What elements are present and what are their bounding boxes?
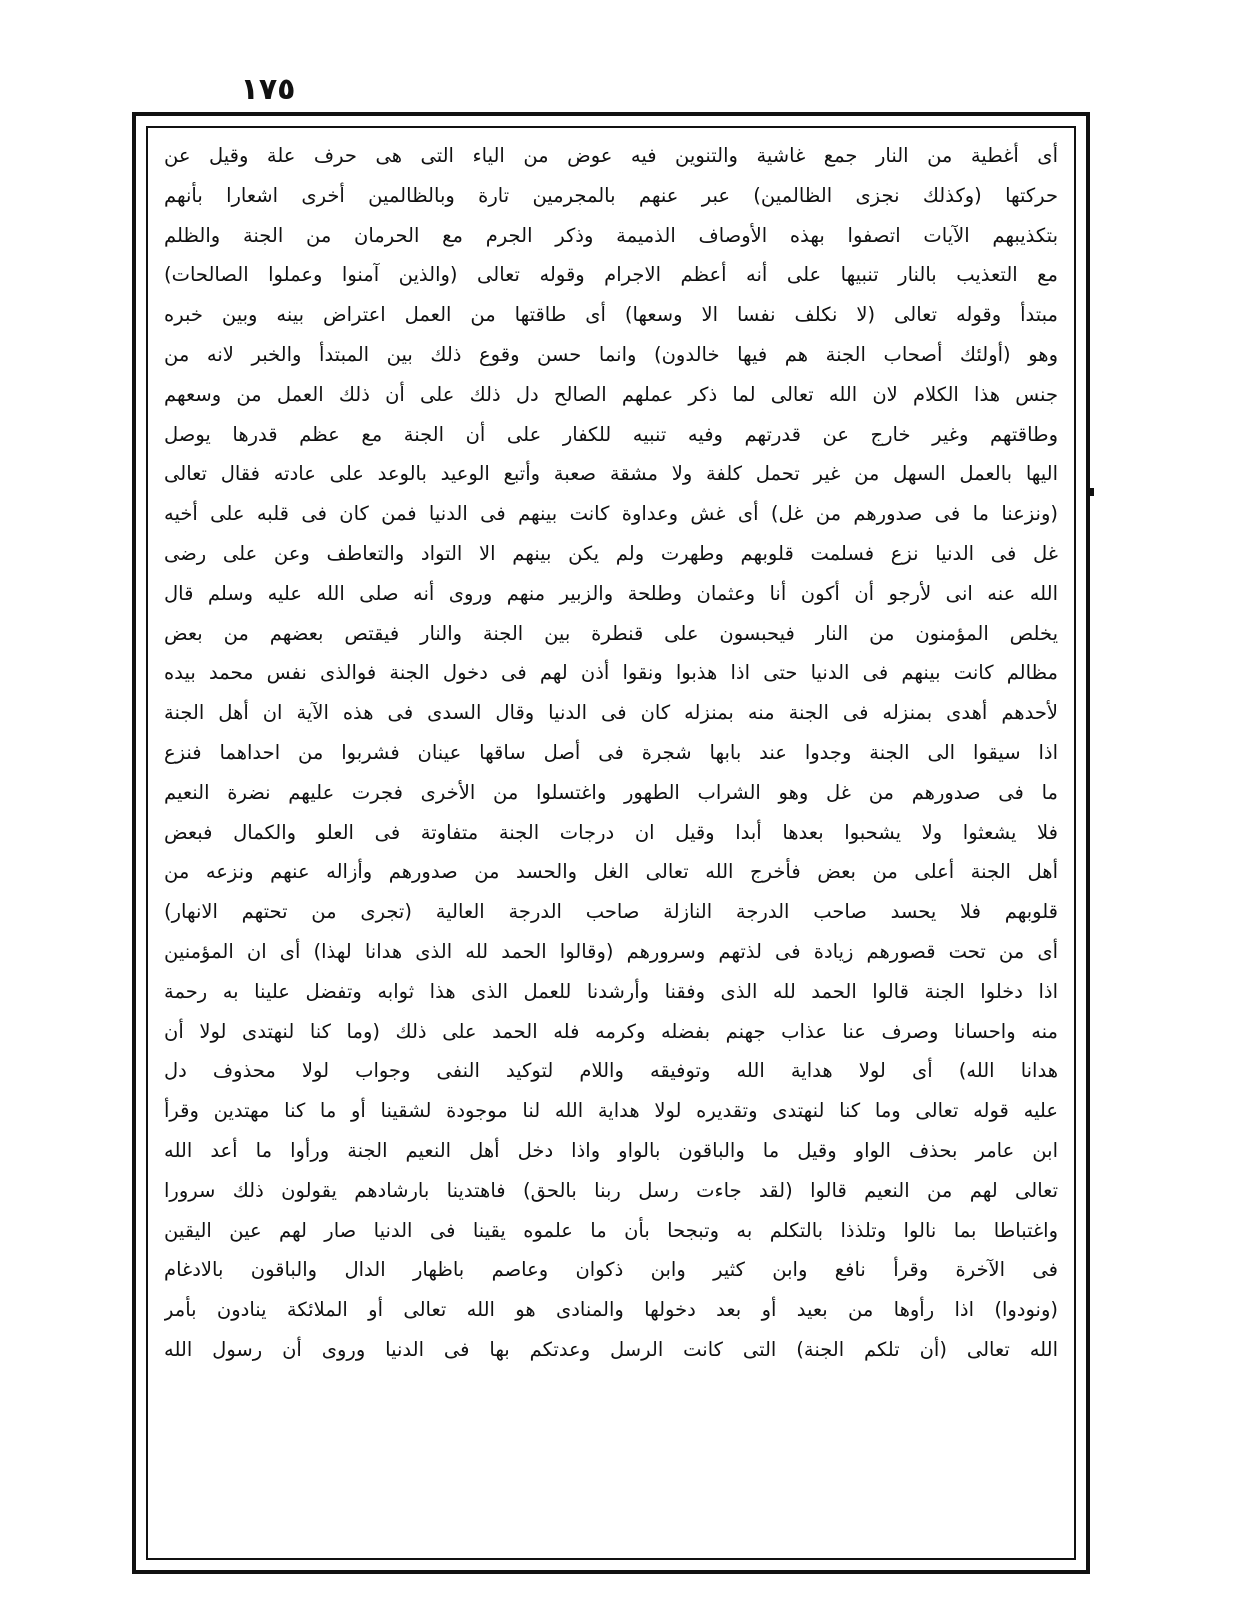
text-line: الله تعالى (أن تلكم الجنة) التى كانت الرسل وعدتكم بها فى الدنيا وروى أن رسول الله bbox=[164, 1337, 1058, 1361]
text-line: ما فى صدورهم من غل وهو الشراب الطهور واغتسلوا من الأخرى فجرت عليهم نضرة النعيم bbox=[164, 780, 1058, 804]
text-line: أهل الجنة أعلى من بعض فأخرج الله تعالى الغل والحسد من صدورهم وأزاله عنهم ونزعه من bbox=[164, 860, 1058, 884]
text-line: ابن عامر بحذف الواو وقيل ما والباقون بالواو واذا دخل أهل النعيم الجنة ورأوا ما أعد الله bbox=[164, 1138, 1058, 1162]
text-line: وهو (أولئك أصحاب الجنة هم فيها خالدون) وانما حسن وقوع ذلك بين المبتدأ والخبر لانه من bbox=[164, 342, 1058, 366]
text-line: اذا سيقوا الى الجنة وجدوا عند بابها شجرة فى أصل ساقها عينان فشربوا من احداهما فنزع bbox=[164, 740, 1058, 764]
text-line: يخلص المؤمنون من النار فيحبسون على قنطرة بين الجنة والنار فيقتص بعضهم من بعض bbox=[164, 621, 1058, 645]
text-line: مظالم كانت بينهم فى الدنيا حتى اذا هذبوا ونقوا أذن لهم فى دخول الجنة فوالذى نفس محمد بيده bbox=[164, 661, 1058, 685]
text-line: هدانا الله) أى لولا هداية الله وتوفيقه واللام لتوكيد النفى وجواب لولا محذوف دل bbox=[164, 1059, 1058, 1083]
text-line: اذا دخلوا الجنة قالوا الحمد لله الذى وفقنا وأرشدنا للعمل الذى هذا ثوابه وتفضل علينا به رحمة bbox=[164, 979, 1058, 1003]
text-line: فلا يشعثوا ولا يشحبوا بعدها أبدا وقيل ان درجات الجنة متفاوتة فى العلو والكمال فبعض bbox=[164, 820, 1058, 844]
text-line: فى الآخرة وقرأ نافع وابن كثير وابن ذكوان وعاصم باظهار الدال والباقون بالادغام bbox=[164, 1258, 1058, 1282]
text-line: مع التعذيب بالنار تنبيها على أنه أعظم الاجرام وقوله تعالى (والذين آمنوا وعملوا الصالحات) bbox=[164, 263, 1058, 287]
margin-mark bbox=[1090, 488, 1094, 496]
text-line: حركتها (وكذلك نجزى الظالمين) عبر عنهم بالمجرمين تارة وبالظالمين أخرى اشعارا بأنهم bbox=[164, 183, 1058, 207]
body-text bbox=[164, 136, 1058, 1410]
text-line: (ونودوا) اذا رأوها من بعيد أو بعد دخولها والمنادى هو الله تعالى أو الملائكة ينادون بأمر bbox=[164, 1298, 1058, 1322]
text-line: لأحدهم أهدى بمنزله فى الجنة منه بمنزله كان فى الدنيا وقال السدى فى هذه الآية ان أهل الجنة bbox=[164, 701, 1058, 725]
text-line: (ونزعنا ما فى صدورهم من غل) أى غش وعداوة كانت بينهم فى الدنيا فمن كان فى قلبه على أخيه bbox=[164, 502, 1058, 526]
page-number: ١٧٥ bbox=[240, 72, 296, 107]
text-line: عليه قوله تعالى وما كنا لنهتدى وتقديره لولا هداية الله لنا موجودة لشقينا أو ما كنا مهتدين وقرأ bbox=[164, 1099, 1058, 1123]
text-line: جنس هذا الكلام لان الله تعالى لما ذكر عملهم الصالح دل ذلك على أن ذلك العمل من وسعهم bbox=[164, 382, 1058, 406]
text-line: وطاقتهم وغير خارج عن قدرتهم وفيه تنبيه للكفار على أن الجنة مع عظم قدرها يوصل bbox=[164, 422, 1058, 446]
text-line: غل فى الدنيا نزع فسلمت قلوبهم وطهرت ولم يكن بينهم الا التواد والتعاطف وعن على رضى bbox=[164, 541, 1058, 565]
text-line: مبتدأ وقوله تعالى (لا نكلف نفسا الا وسعها) أى طاقتها من العمل اعتراض بينه وبين خبره bbox=[164, 303, 1058, 327]
text-line: قلوبهم فلا يحسد صاحب الدرجة النازلة صاحب الدرجة العالية (تجرى من تحتهم الانهار) bbox=[164, 900, 1058, 924]
text-line: بتكذيبهم الآيات اتصفوا بهذه الأوصاف الذميمة وذكر الجرم مع الحرمان من الجنة والظلم bbox=[164, 223, 1058, 247]
text-line: أى أغطية من النار جمع غاشية والتنوين فيه عوض من الياء التى هى حرف علة وقيل عن bbox=[164, 144, 1058, 167]
text-line: الله عنه انى لأرجو أن أكون أنا وعثمان وطلحة والزبير منهم وروى أنه صلى الله عليه وسلم قال bbox=[164, 581, 1058, 605]
text-line: واغتباطا بما نالوا وتلذذا بالتكلم به وتبجحا بأن ما علموه يقينا فى الدنيا صار لهم عين اليقين bbox=[164, 1218, 1058, 1242]
text-line: أى من تحت قصورهم زيادة فى لذتهم وسرورهم (وقالوا الحمد لله الذى هدانا لهذا) أى ان المؤمنين bbox=[164, 939, 1058, 963]
page-border-inner bbox=[146, 126, 1076, 1560]
text-line bbox=[164, 1370, 1058, 1410]
page-border-outer bbox=[132, 112, 1090, 1574]
text-line: منه واحسانا وصرف عنا عذاب جهنم بفضله وكرمه فله الحمد على ذلك (وما كنا لنهتدى لولا أن bbox=[164, 1019, 1058, 1043]
text-line: تعالى لهم من النعيم قالوا (لقد جاءت رسل ربنا بالحق) فاهتدينا بارشادهم يقولون ذلك سرورا bbox=[164, 1178, 1058, 1202]
text-line: اليها بالعمل السهل من غير تحمل كلفة ولا مشقة صعبة وأتبع الوعيد بالوعد على عادته فقال تعالى bbox=[164, 462, 1058, 486]
